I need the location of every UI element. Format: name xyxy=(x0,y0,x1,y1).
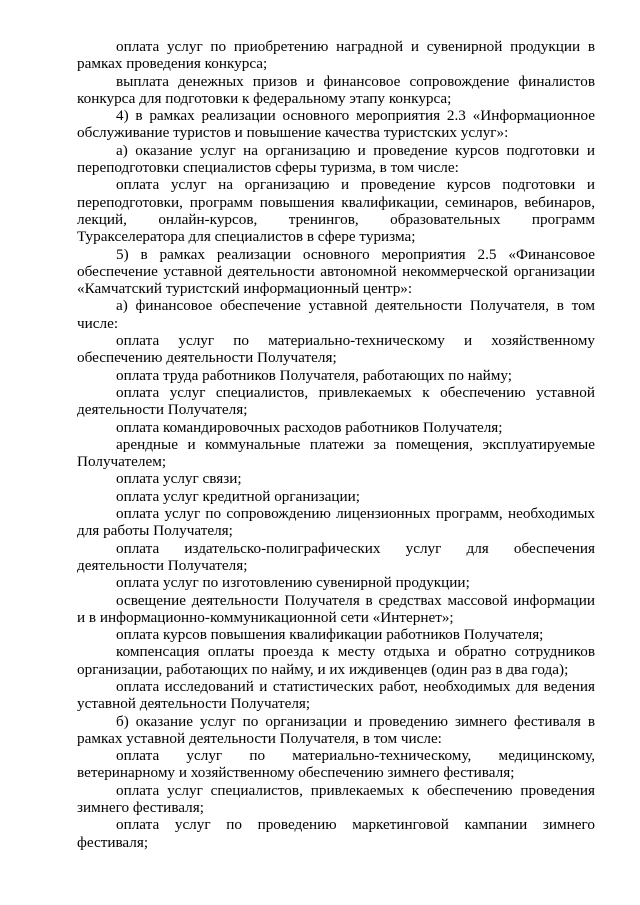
paragraph-training-payment: оплата услуг на организацию и проведение курсов подготовки и переподготовки, программ повышения квалификации, семинаров, вебинаров, лекций, онлайн-курсов, тренингов, образовательных программ Туракселератора для специалистов в сфере туризма; xyxy=(77,176,595,246)
paragraph-research: оплата исследований и статистических работ, необходимых для ведения уставной деятельности Получателя; xyxy=(77,677,595,713)
paragraph-award-products: оплата услуг по приобретению наградной и сувенирной продукции в рамках проведения конкурса; xyxy=(77,38,595,73)
paragraph-measure-2-5: 5) в рамках реализации основного мероприятия 2.5 «Финансовое обеспечение уставной деятельности автономной некоммерческой организации «Камчатский туристский информационный центр»: xyxy=(77,245,595,298)
paragraph-statutory-financing: а) финансовое обеспечение уставной деятельности Получателя, в том числе: xyxy=(77,297,595,332)
paragraph-souvenirs: оплата услуг по изготовлению сувенирной продукции; xyxy=(116,574,470,592)
paragraph-cash-prizes: выплата денежных призов и финансовое сопровождение финалистов конкурса для подготовки к федеральному этапу конкурса; xyxy=(77,72,595,107)
paragraph-staff-courses: оплата курсов повышения квалификации работников Получателя; xyxy=(116,626,544,644)
paragraph-printing: оплата издательско-полиграфических услуг для обеспечения деятельности Получателя; xyxy=(77,539,595,574)
paragraph-software-licenses: оплата услуг по сопровождению лицензионных программ, необходимых для работы Получателя; xyxy=(77,505,595,540)
paragraph-media-coverage: освещение деятельности Получателя в средствах массовой информации и в информационно-коммуникационной сети «Интернет»; xyxy=(77,591,595,626)
paragraph-measure-2-3: 4) в рамках реализации основного мероприятия 2.3 «Информационное обслуживание туристов и повышение качества туристских услуг»: xyxy=(77,107,595,142)
paragraph-festival-specialists: оплата услуг специалистов, привлекаемых к обеспечению проведения зимнего фестиваля; xyxy=(77,781,595,817)
paragraph-rent-utilities: арендные и коммунальные платежи за помещения, эксплуатируемые Получателем; xyxy=(77,435,595,471)
paragraph-bank-services: оплата услуг кредитной организации; xyxy=(116,487,360,505)
document-page xyxy=(77,38,595,851)
paragraph-specialists: оплата услуг специалистов, привлекаемых к обеспечению уставной деятельности Получателя; xyxy=(77,383,595,419)
paragraph-salaries: оплата труда работников Получателя, работающих по найму; xyxy=(116,366,513,384)
paragraph-festival-support: оплата услуг по материально-техническому, медицинскому, ветеринарному и хозяйственному обеспечению зимнего фестиваля; xyxy=(77,747,595,782)
paragraph-festival-marketing: оплата услуг по проведению маркетинговой кампании зимнего фестиваля; xyxy=(77,816,595,851)
paragraph-travel-expenses: оплата командировочных расходов работников Получателя; xyxy=(116,418,503,436)
paragraph-winter-festival: б) оказание услуг по организации и проведению зимнего фестиваля в рамках уставной деятельности Получателя, в том числе: xyxy=(77,712,595,747)
paragraph-communication: оплата услуг связи; xyxy=(116,470,242,488)
paragraph-training-courses: а) оказание услуг на организацию и проведение курсов подготовки и переподготовки специалистов сферы туризма, в том числе: xyxy=(77,141,595,177)
paragraph-material-support: оплата услуг по материально-техническому и хозяйственному обеспечению деятельности Получателя; xyxy=(77,332,595,367)
paragraph-vacation-travel: компенсация оплаты проезда к месту отдыха и обратно сотрудников организации, работающих по найму, и их иждивенцев (один раз в два года); xyxy=(77,643,595,678)
